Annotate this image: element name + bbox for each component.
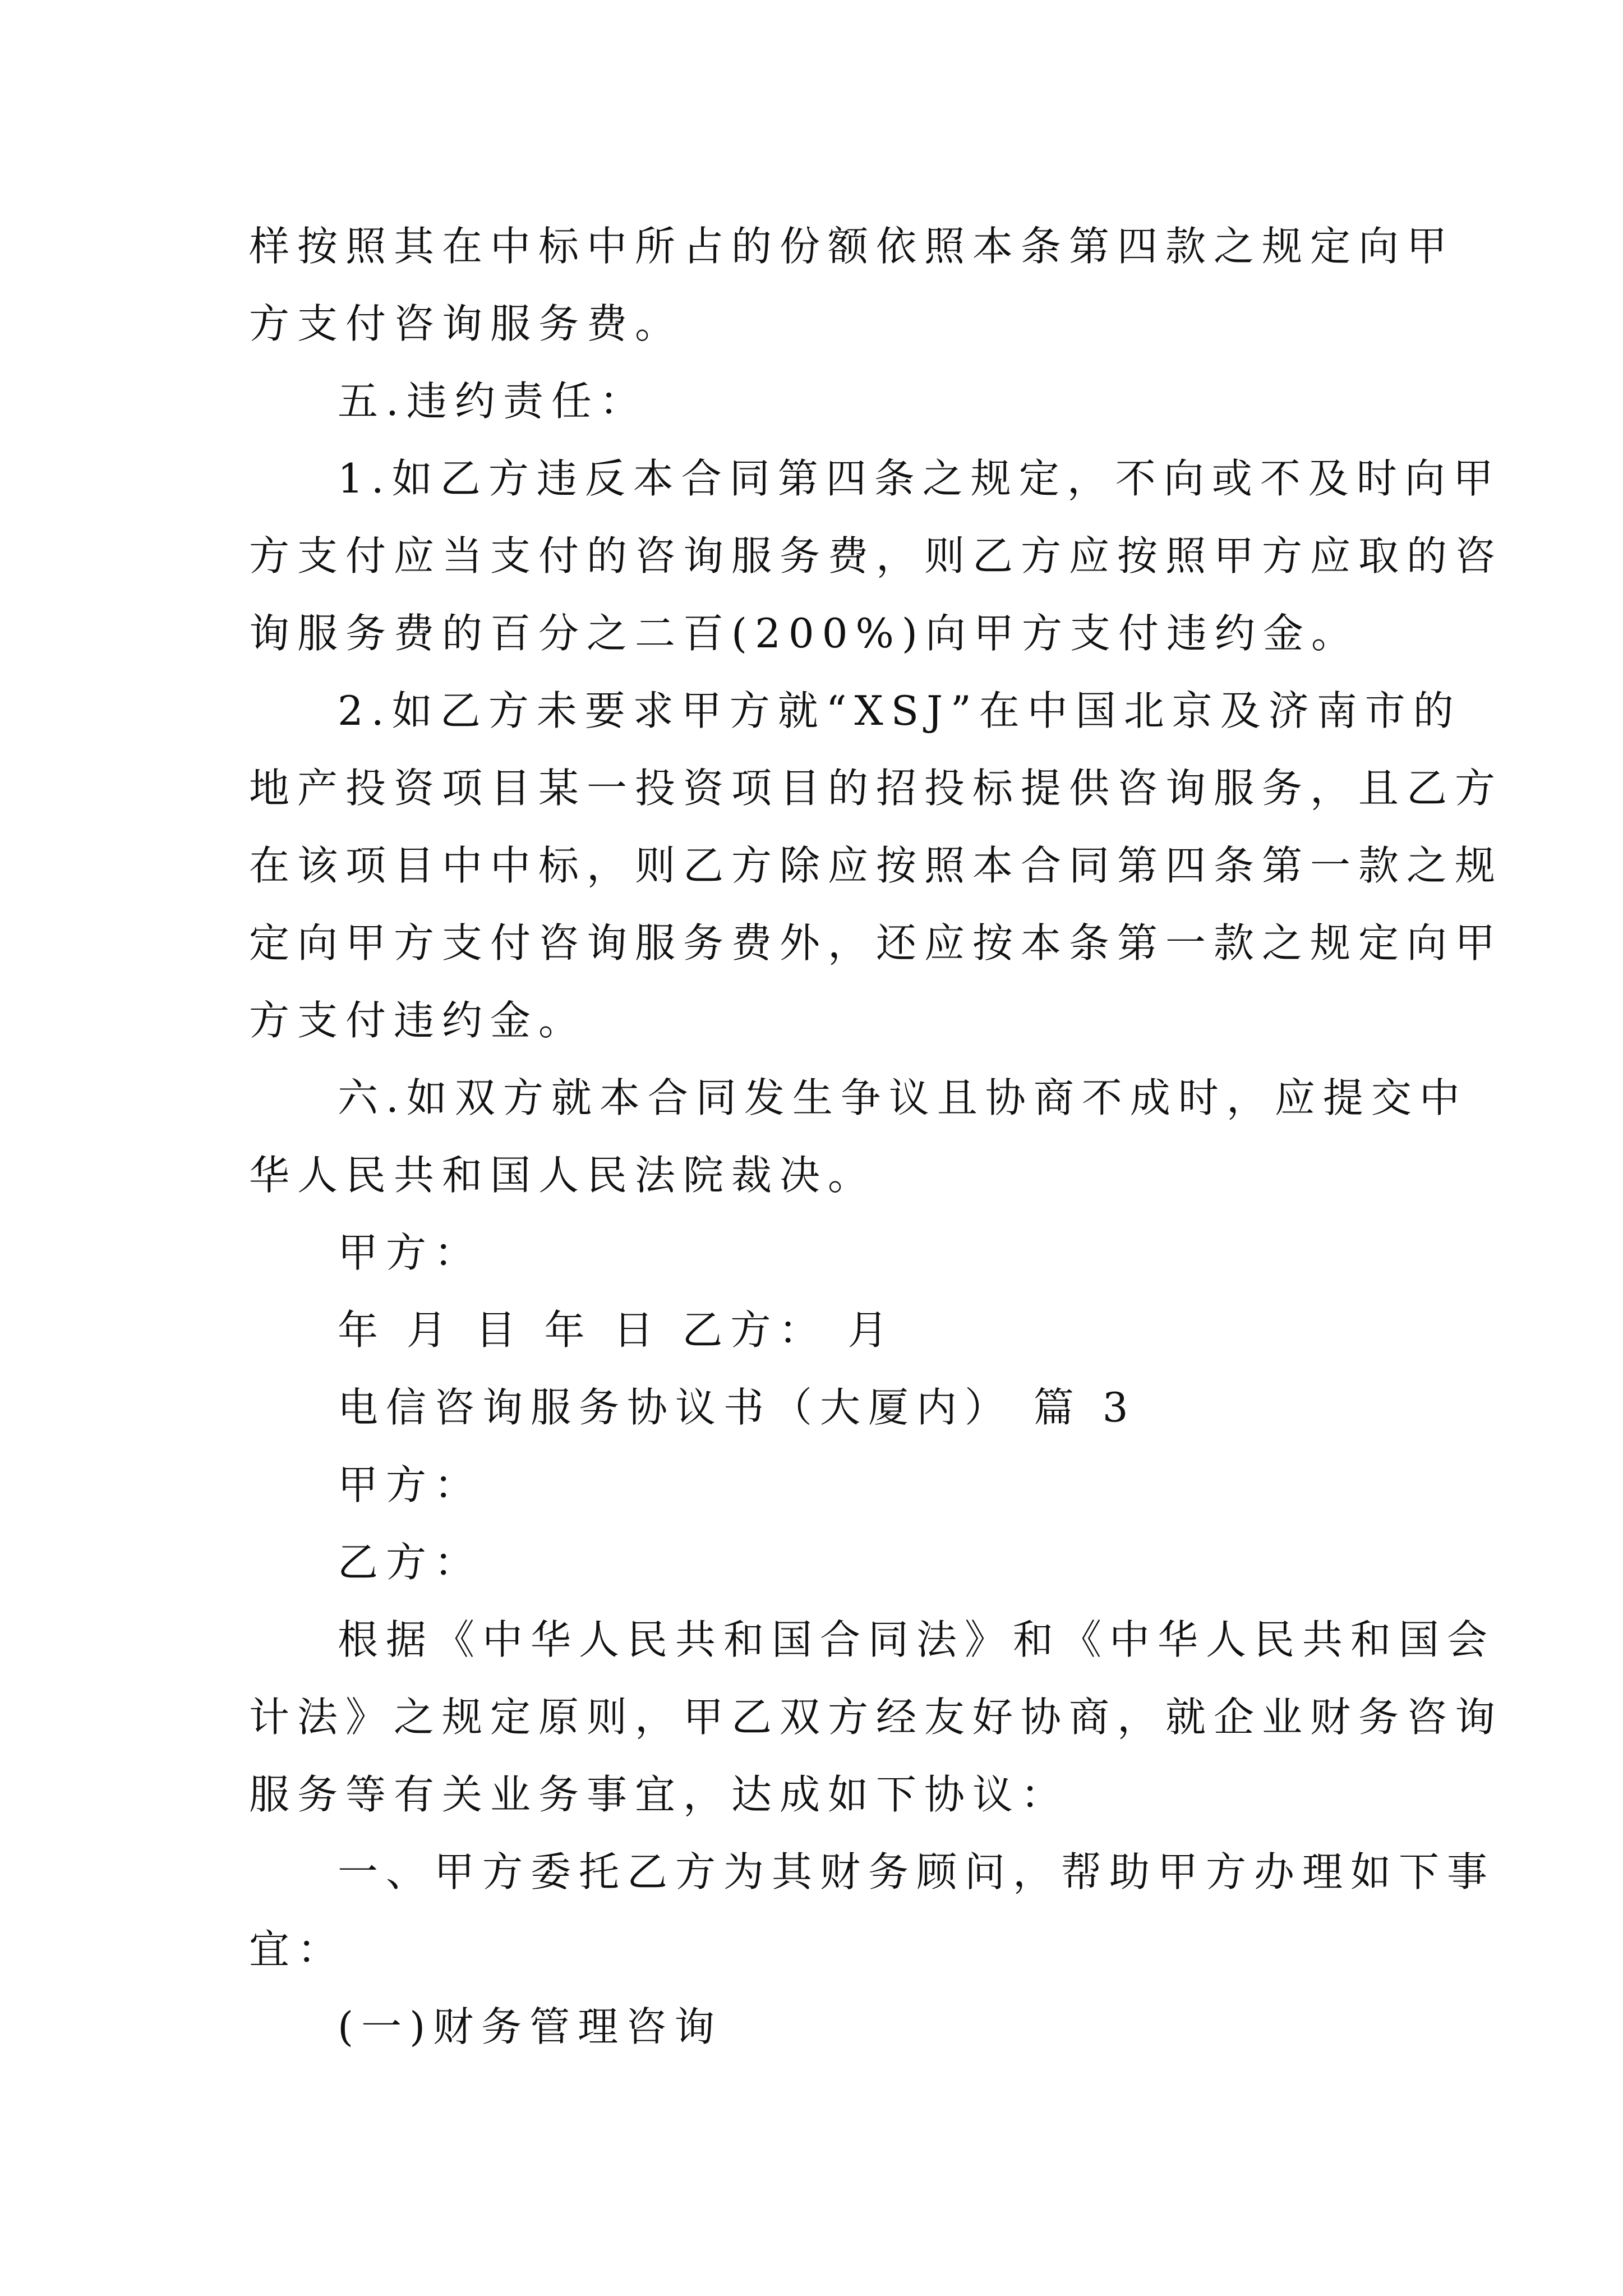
paragraph-line: 询服务费的百分之二百(200%)向甲方支付违约金。 — [249, 610, 1360, 657]
paragraph-line: 计法》之规定原则，甲乙双方经友好协商，就企业财务咨询 — [249, 1694, 1504, 1741]
paragraph-line: 一、甲方委托乙方为其财务顾问，帮助甲方办理如下事 — [338, 1848, 1496, 1895]
paragraph-line: 样按照其在中标中所占的份额依照本条第四款之规定向甲 — [249, 223, 1455, 270]
paragraph-line: 定向甲方支付咨询服务费外，还应按本条第一款之规定向甲 — [249, 919, 1504, 967]
document-title: 电信咨询服务协议书（大厦内） 篇 3 — [338, 1384, 1136, 1431]
section-heading: 五.违约责任： — [338, 378, 648, 425]
party-b-label: 乙方： — [338, 1539, 483, 1586]
paragraph-line: 方支付违约金。 — [249, 997, 587, 1044]
party-a-label: 甲方： — [338, 1461, 483, 1508]
signature-date-line: 年 月 目 年 日 乙方： 月 — [338, 1306, 896, 1354]
paragraph-line: 2.如乙方未要求甲方就“XSJ”在中国北京及济南市的 — [338, 687, 1461, 734]
party-a-label: 甲方： — [338, 1229, 483, 1276]
paragraph-line: 1.如乙方违反本合同第四条之规定，不向或不及时向甲 — [338, 455, 1501, 502]
paragraph-line: 宜： — [249, 1926, 346, 1973]
paragraph-line: 方支付应当支付的咨询服务费，则乙方应按照甲方应取的咨 — [249, 532, 1504, 579]
paragraph-line: 地产投资项目某一投资项目的招投标提供咨询服务，且乙方 — [249, 765, 1504, 812]
paragraph-line: 六.如双方就本合同发生争议且协商不成时，应提交中 — [338, 1074, 1468, 1121]
paragraph-line: 根据《中华人民共和国合同法》和《中华人民共和国会 — [338, 1616, 1496, 1663]
subsection-heading: (一)财务管理咨询 — [338, 2003, 723, 2050]
paragraph-line: 服务等有关业务事宜，达成如下协议： — [249, 1771, 1069, 1818]
paragraph-line: 华人民共和国人民法院裁决。 — [249, 1152, 877, 1199]
document-body — [249, 208, 1504, 2065]
paragraph-line: 方支付咨询服务费。 — [249, 300, 684, 347]
paragraph-line: 在该项目中中标，则乙方除应按照本合同第四条第一款之规 — [249, 842, 1504, 889]
